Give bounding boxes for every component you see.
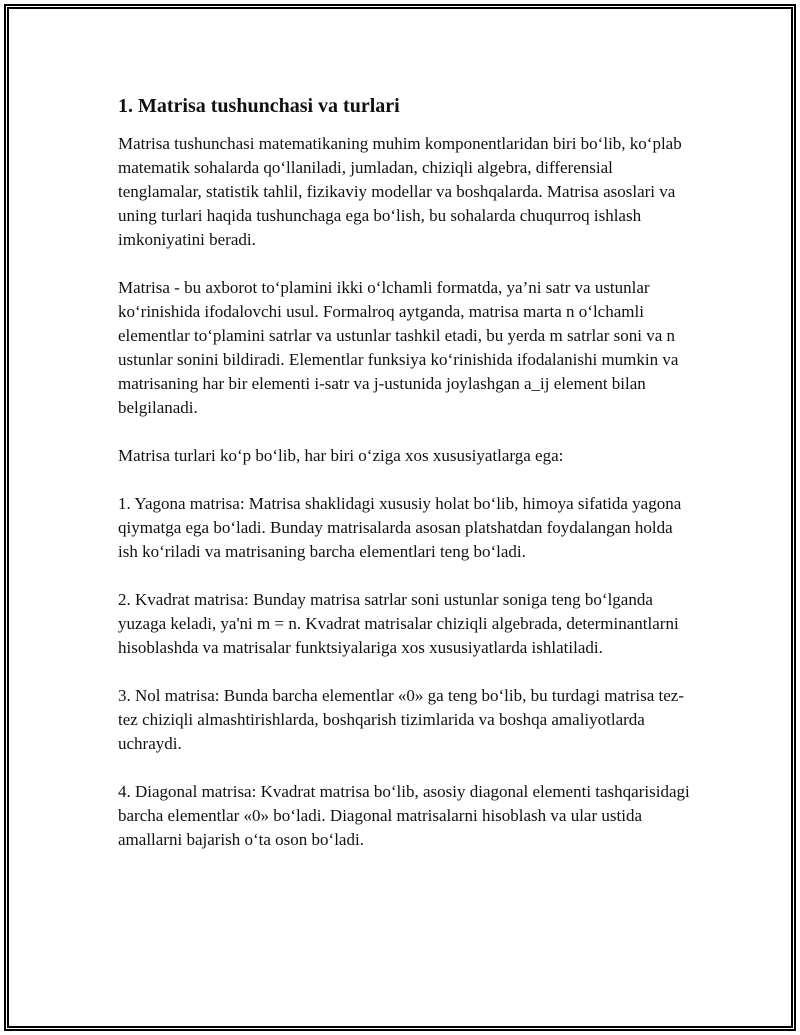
paragraph-type-4: 4. Diagonal matrisa: Kvadrat matrisa bo‘lib, asosiy diagonal elementi tashqarisidagi barcha elementlar «0» bo‘ladi. Diagonal matrisalarni hisoblash va ular ustida amallarni bajarish o‘ta oson bo‘ladi. (118, 782, 690, 849)
paragraph-type-3: 3. Nol matrisa: Bunda barcha elementlar «0» ga teng bo‘lib, bu turdagi matrisa tez-tez chiziqli almashtirishlarda, boshqarish tizimlarida va boshqa amaliyotlarda uchraydi. (118, 686, 685, 753)
paragraph-type-2: 2. Kvadrat matrisa: Bunday matrisa satrlar soni ustunlar soniga teng bo‘lganda yuzaga keladi, ya'ni m = n. Kvadrat matrisalar chiziqli algebrada, determinantlarni hisoblashda va matrisalar funktsiyalariga xos xususiyatlarda ishlatiladi. (118, 590, 679, 657)
paragraph-types-intro: Matrisa turlari ko‘p bo‘lib, har biri o‘ziga xos xususiyatlarga ega: (118, 446, 564, 465)
paragraph-type-1: 1. Yagona matrisa: Matrisa shaklidagi xususiy holat bo‘lib, himoya sifatida yagona qiymatga ega bo‘ladi. Bunday matrisalarda asosan platshatdan foydalangan holda ish ko‘riladi va matrisaning barcha elementlari teng bo‘ladi. (118, 494, 682, 561)
paragraph-intro: Matrisa tushunchasi matematikaning muhim komponentlaridan biri bo‘lib, ko‘plab matematik sohalarda qo‘llaniladi, jumladan, chiziqli algebra, differensial tenglamalar, statistik tahlil, fizikaviy modellar va boshqalarda. Matrisa asoslari va uning turlari haqida tushunchaga ega bo‘lish, bu sohalarda chuqurroq ishlash imkoniyatini beradi. (118, 134, 682, 249)
section-heading: 1. Matrisa tushunchasi va turlari (118, 95, 400, 117)
document-body (118, 92, 693, 876)
paragraph-definition: Matrisa - bu axborot to‘plamini ikki o‘lchamli formatda, ya’ni satr va ustunlar ko‘rinishida ifodalovchi usul. Formalroq aytganda, matrisa marta n o‘lchamli elementlar to‘plamini satrlar va ustunlar tashkil etadi, bu yerda m satrlar soni va n ustunlar sonini bildiradi. Elementlar funksiya ko‘rinishida ifodalanishi mumkin va matrisaning har bir elementi i-satr va j-ustunida joylashgan a_ij element bilan belgilanadi. (118, 278, 679, 417)
